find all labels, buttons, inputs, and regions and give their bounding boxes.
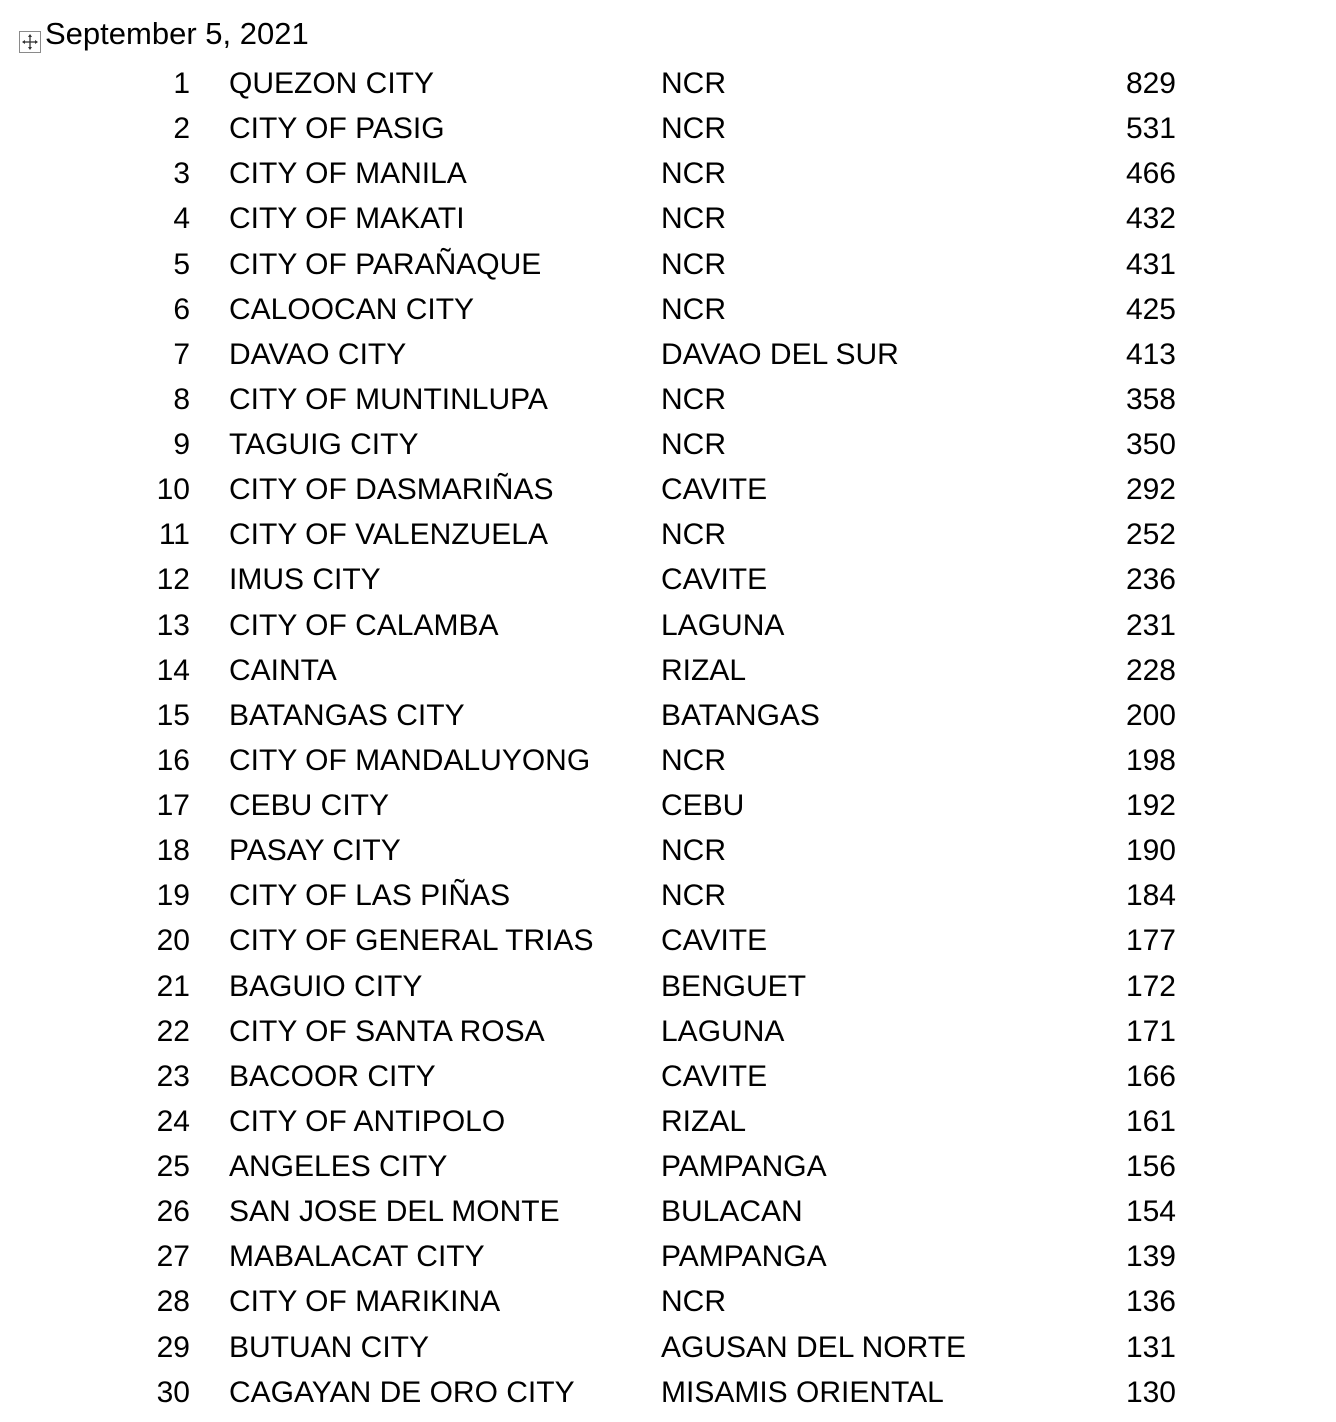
city-cell: CITY OF LAS PIÑAS (229, 879, 511, 913)
cases-cell: 350 (1125, 428, 1176, 461)
rank-cell: 25 (156, 1150, 190, 1183)
cases-cell: 172 (1125, 969, 1176, 1003)
cases-cell: 154 (1125, 1195, 1176, 1229)
table-row (0, 1009, 1336, 1054)
table-move-handle[interactable] (19, 31, 41, 53)
cases-cell: 192 (1125, 789, 1176, 822)
cases-cell: 139 (1125, 1240, 1176, 1274)
province-cell: NCR (661, 428, 726, 461)
rank-cell: 1 (173, 67, 190, 100)
table-row (0, 61, 1336, 106)
document-date-title: September 5, 2021 (45, 16, 309, 51)
province-cell: NCR (661, 834, 726, 868)
rank-cell: 10 (156, 473, 190, 507)
city-cell: MABALACAT CITY (229, 1240, 485, 1274)
rank-cell: 16 (156, 743, 190, 777)
table-row (0, 918, 1336, 963)
cases-cell: 131 (1125, 1330, 1176, 1364)
cases-cell: 252 (1125, 518, 1176, 552)
rank-cell: 12 (156, 563, 190, 597)
rank-cell: 30 (156, 1375, 190, 1409)
table-row (0, 242, 1336, 287)
cases-cell: 432 (1125, 202, 1176, 236)
city-cell: CEBU CITY (229, 789, 390, 822)
city-cell: BUTUAN CITY (229, 1330, 430, 1364)
table-row (0, 964, 1336, 1009)
cases-cell: 171 (1125, 1014, 1176, 1048)
table-row (0, 332, 1336, 377)
table-row (0, 693, 1336, 738)
city-cell: CITY OF CALAMBA (229, 608, 499, 642)
rank-cell: 11 (158, 518, 190, 552)
rank-cell: 22 (156, 1014, 190, 1048)
table-row (0, 151, 1336, 196)
table-row (0, 1279, 1336, 1324)
table-row (0, 287, 1336, 332)
cases-cell: 466 (1125, 157, 1176, 191)
table-row (0, 1234, 1336, 1279)
cases-cell: 184 (1125, 879, 1176, 913)
province-cell: CAVITE (661, 1059, 768, 1093)
province-cell: NCR (661, 518, 726, 552)
rank-cell: 20 (156, 924, 190, 958)
table-row (0, 196, 1336, 241)
cases-cell: 292 (1125, 473, 1176, 507)
cases-cell: 190 (1125, 834, 1176, 868)
province-cell: LAGUNA (661, 1014, 785, 1048)
province-cell: NCR (661, 382, 726, 416)
rank-cell: 3 (173, 157, 190, 191)
city-cell: TAGUIG CITY (229, 428, 419, 461)
rank-cell: 2 (173, 112, 190, 146)
rank-cell: 29 (156, 1330, 190, 1364)
table-row (0, 738, 1336, 783)
province-cell: AGUSAN DEL NORTE (661, 1330, 967, 1364)
province-cell: DAVAO DEL SUR (661, 337, 899, 371)
city-cell: CAINTA (229, 653, 337, 687)
city-cell: BATANGAS CITY (229, 698, 465, 732)
table-row (0, 873, 1336, 918)
cases-cell: 156 (1125, 1150, 1176, 1183)
table-row (0, 512, 1336, 557)
rank-cell: 23 (156, 1059, 190, 1093)
city-cell: CALOOCAN CITY (229, 292, 475, 326)
province-cell: CAVITE (661, 924, 768, 958)
city-cell: IMUS CITY (229, 563, 381, 597)
rank-cell: 17 (156, 789, 190, 822)
province-cell: NCR (661, 247, 726, 281)
table-row (0, 1370, 1336, 1415)
province-cell: NCR (661, 743, 726, 777)
cases-cell: 228 (1125, 653, 1176, 687)
rank-cell: 7 (173, 337, 190, 371)
province-cell: BATANGAS (661, 698, 820, 732)
rank-cell: 18 (156, 834, 190, 868)
province-cell: NCR (661, 157, 726, 191)
province-cell: CAVITE (661, 473, 768, 507)
city-cell: CITY OF MANDALUYONG (229, 743, 591, 777)
province-cell: RIZAL (661, 653, 747, 687)
cases-cell: 431 (1125, 247, 1176, 281)
cases-cell: 166 (1125, 1059, 1176, 1093)
rank-cell: 26 (156, 1195, 190, 1229)
city-cell: SAN JOSE DEL MONTE (229, 1195, 560, 1229)
province-cell: NCR (661, 879, 726, 913)
rank-cell: 24 (156, 1104, 190, 1138)
table-row (0, 1144, 1336, 1189)
city-cell: QUEZON CITY (229, 67, 435, 100)
city-cell: BACOOR CITY (229, 1059, 436, 1093)
province-cell: PAMPANGA (661, 1150, 827, 1183)
cases-cell: 200 (1125, 698, 1176, 732)
province-cell: NCR (661, 112, 726, 146)
city-cell: CITY OF MARIKINA (229, 1285, 501, 1319)
city-cell: CITY OF MAKATI (229, 202, 465, 236)
cases-table (0, 61, 1336, 1415)
cases-cell: 358 (1125, 382, 1176, 416)
table-row (0, 603, 1336, 648)
rank-cell: 6 (173, 292, 190, 326)
rank-cell: 9 (173, 428, 190, 461)
province-cell: BENGUET (661, 969, 807, 1003)
cases-cell: 231 (1125, 608, 1176, 642)
city-cell: CITY OF MUNTINLUPA (229, 382, 548, 416)
city-cell: ANGELES CITY (229, 1150, 448, 1183)
cases-cell: 425 (1125, 292, 1176, 326)
city-cell: PASAY CITY (229, 834, 401, 868)
province-cell: NCR (661, 202, 726, 236)
city-cell: CITY OF GENERAL TRIAS (229, 924, 594, 958)
province-cell: BULACAN (661, 1195, 803, 1229)
city-cell: CITY OF PARAÑAQUE (229, 247, 542, 281)
table-row (0, 422, 1336, 467)
rank-cell: 14 (156, 653, 190, 687)
city-cell: CITY OF SANTA ROSA (229, 1014, 545, 1048)
province-cell: MISAMIS ORIENTAL (661, 1375, 944, 1409)
city-cell: CITY OF DASMARIÑAS (229, 473, 554, 507)
province-cell: NCR (661, 1285, 726, 1319)
table-row (0, 783, 1336, 828)
rank-cell: 28 (156, 1285, 190, 1319)
table-row (0, 828, 1336, 873)
rank-cell: 27 (156, 1240, 190, 1274)
cases-cell: 177 (1125, 924, 1176, 958)
city-cell: DAVAO CITY (229, 337, 407, 371)
city-cell: CITY OF VALENZUELA (229, 518, 548, 552)
city-cell: CITY OF ANTIPOLO (229, 1104, 506, 1138)
rank-cell: 19 (156, 879, 190, 913)
province-cell: RIZAL (661, 1104, 747, 1138)
province-cell: CAVITE (661, 563, 768, 597)
table-row (0, 648, 1336, 693)
cases-cell: 136 (1125, 1285, 1176, 1319)
table-row (0, 467, 1336, 512)
city-cell: CITY OF PASIG (229, 112, 445, 146)
province-cell: NCR (661, 67, 726, 100)
province-cell: LAGUNA (661, 608, 785, 642)
city-cell: CITY OF MANILA (229, 157, 467, 191)
table-row (0, 1054, 1336, 1099)
city-cell: BAGUIO CITY (229, 969, 423, 1003)
cases-cell: 198 (1125, 743, 1176, 777)
city-cell: CAGAYAN DE ORO CITY (229, 1375, 575, 1409)
table-row (0, 1189, 1336, 1234)
rank-cell: 5 (173, 247, 190, 281)
rank-cell: 8 (173, 382, 190, 416)
cases-cell: 236 (1125, 563, 1176, 597)
move-handle-icon (20, 32, 40, 52)
table-row (0, 106, 1336, 151)
rank-cell: 13 (156, 608, 190, 642)
rank-cell: 21 (156, 969, 190, 1003)
cases-cell: 531 (1125, 112, 1176, 146)
table-row (0, 557, 1336, 602)
rank-cell: 4 (173, 202, 190, 236)
province-cell: NCR (661, 292, 726, 326)
cases-cell: 161 (1125, 1104, 1176, 1138)
table-row (0, 1325, 1336, 1370)
province-cell: CEBU (661, 789, 745, 822)
table-row (0, 1099, 1336, 1144)
province-cell: PAMPANGA (661, 1240, 827, 1274)
table-row (0, 377, 1336, 422)
cases-cell: 130 (1125, 1375, 1176, 1409)
rank-cell: 15 (156, 698, 190, 732)
cases-cell: 829 (1125, 67, 1176, 100)
cases-cell: 413 (1125, 337, 1176, 371)
